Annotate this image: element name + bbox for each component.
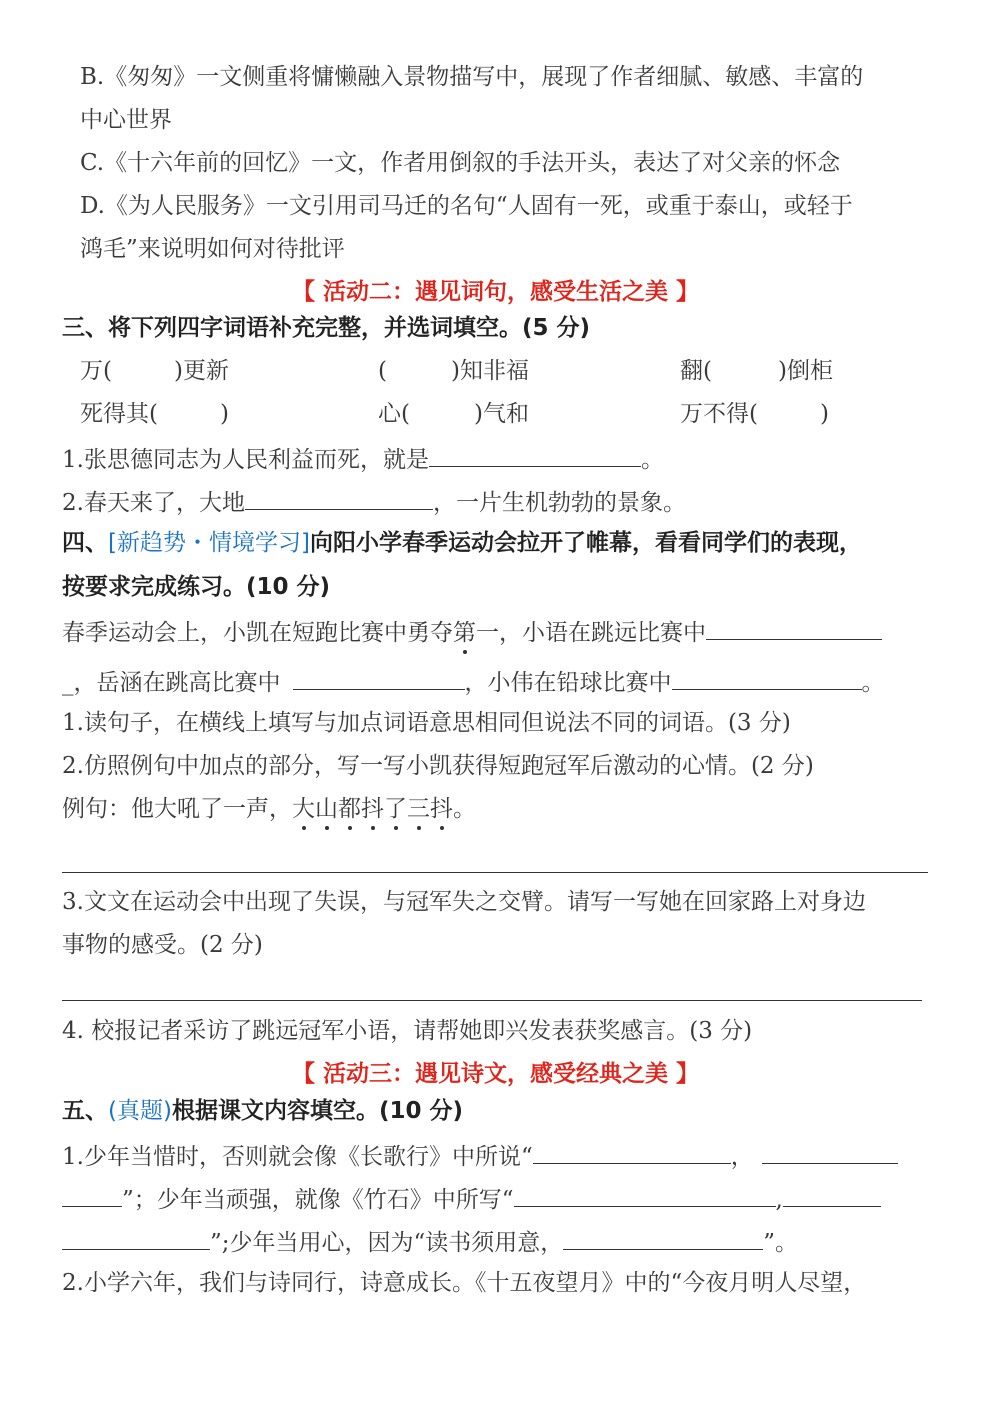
blank-q5-4-cont[interactable] [62, 1225, 210, 1250]
activity-two-header: 【 活动二：遇见词句，感受生活之美 】 [291, 279, 699, 305]
q4-sub-4: 4. 校报记者采访了跳远冠军小语，请帮她即兴发表获奖感言。(3 分) [62, 1018, 753, 1044]
option-d-line1: D.《为人民服务》一文引用司马迁的名句“人固有一死，或重于泰山，或轻于 [80, 193, 853, 219]
activity-three-header: 【 活动三：遇见诗文，感受经典之美 】 [291, 1061, 699, 1087]
word-3: 翻( )倒柜 [680, 358, 833, 384]
option-d-line2: 鸿毛”来说明如何对待批评 [80, 236, 345, 262]
option-c: C.《十六年前的回忆》一文，作者用倒叙的手法开头，表达了对父亲的怀念 [80, 150, 841, 176]
q5-line4: 2.小学六年，我们与诗同行，诗意成长。《十五夜望月》中的“今夜月明人尽望， [62, 1270, 867, 1296]
q5-line2: ”；少年当顽强，就像《竹石》中所写“ , [62, 1182, 881, 1215]
q5-line3: ”;少年当用心，因为“读书须用意， ”。 [62, 1225, 798, 1258]
word-5: 心( )气和 [378, 401, 529, 427]
q4-sub-3-line2: 事物的感受。(2 分) [62, 932, 263, 958]
q4-sub-1: 1.读句子，在横线上填写与加点词语意思相同但说法不同的词语。(3 分) [62, 710, 791, 736]
blank-q5-1[interactable] [533, 1139, 731, 1164]
question-four-title-line1: 四、[新趋势・情境学习]向阳小学春季运动会拉开了帷幕，看看同学们的表现， [62, 530, 862, 556]
q3-sentence-1: 1.张思德同志为人民利益而死，就是 。 [62, 442, 664, 475]
word-2: ( )知非福 [378, 358, 529, 384]
option-b-line2: 中心世界 [80, 107, 172, 133]
blank-q5-5[interactable] [563, 1225, 763, 1250]
blank-q4-long-jump[interactable] [706, 615, 882, 640]
question-four-title-line2: 按要求完成练习。(10 分) [62, 574, 331, 600]
dotted-phrase: 勇夺第一 [407, 620, 499, 646]
q4-sub-2: 2.仿照例句中加点的部分，写一写小凯获得短跑冠军后激动的心情。(2 分) [62, 753, 814, 779]
tag-real-exam: (真题) [108, 1098, 172, 1124]
tag-new-trend: [新趋势・情境学习] [108, 530, 310, 556]
option-b-line1: B.《匆匆》一文侧重将慵懒融入景物描写中，展现了作者细腻、敏感、丰富的 [80, 64, 864, 90]
blank-q5-2-cont[interactable] [62, 1182, 122, 1207]
blank-q5-3[interactable] [514, 1182, 776, 1207]
q4-sub-3-line1: 3.文文在运动会中出现了失误，与冠军失之交臂。请写一写她在回家路上对身边 [62, 889, 866, 915]
question-three-title: 三、将下列四字词语补充完整，并选词填空。(5 分) [62, 315, 591, 341]
blank-q4-high-jump[interactable] [293, 665, 465, 690]
q4-passage-line1: 春季运动会上，小凯在短跑比赛中勇夺第一，小语在跳远比赛中 [62, 615, 882, 648]
q4-example: 例句：他大吼了一声，大山都抖了三抖。 [62, 796, 476, 822]
q3-sentence-2: 2.春天来了，大地 ，一片生机勃勃的景象。 [62, 485, 686, 518]
blank-q3-2[interactable] [245, 485, 433, 510]
question-five-title: 五、(真题)根据课文内容填空。(10 分) [62, 1098, 463, 1124]
q4-passage-line2: _，岳涵在跳高比赛中 ，小伟在铅球比赛中 。 [62, 665, 885, 698]
blank-q4-shot-put[interactable] [672, 665, 862, 690]
word-1: 万( )更新 [80, 358, 229, 384]
blank-q5-2[interactable] [762, 1139, 898, 1164]
blank-q5-4[interactable] [783, 1182, 881, 1207]
answer-line-q4-3[interactable] [62, 1000, 922, 1001]
example-dotted-phrase: 大山都抖了三抖 [292, 796, 453, 822]
q5-line1: 1.少年当惜时，否则就会像《长歌行》中所说“ ， [62, 1139, 898, 1172]
word-6: 万不得( ) [680, 401, 829, 427]
blank-q3-1[interactable] [429, 442, 641, 467]
word-4: 死得其( ) [80, 401, 229, 427]
answer-line-q4-2[interactable] [62, 872, 928, 873]
